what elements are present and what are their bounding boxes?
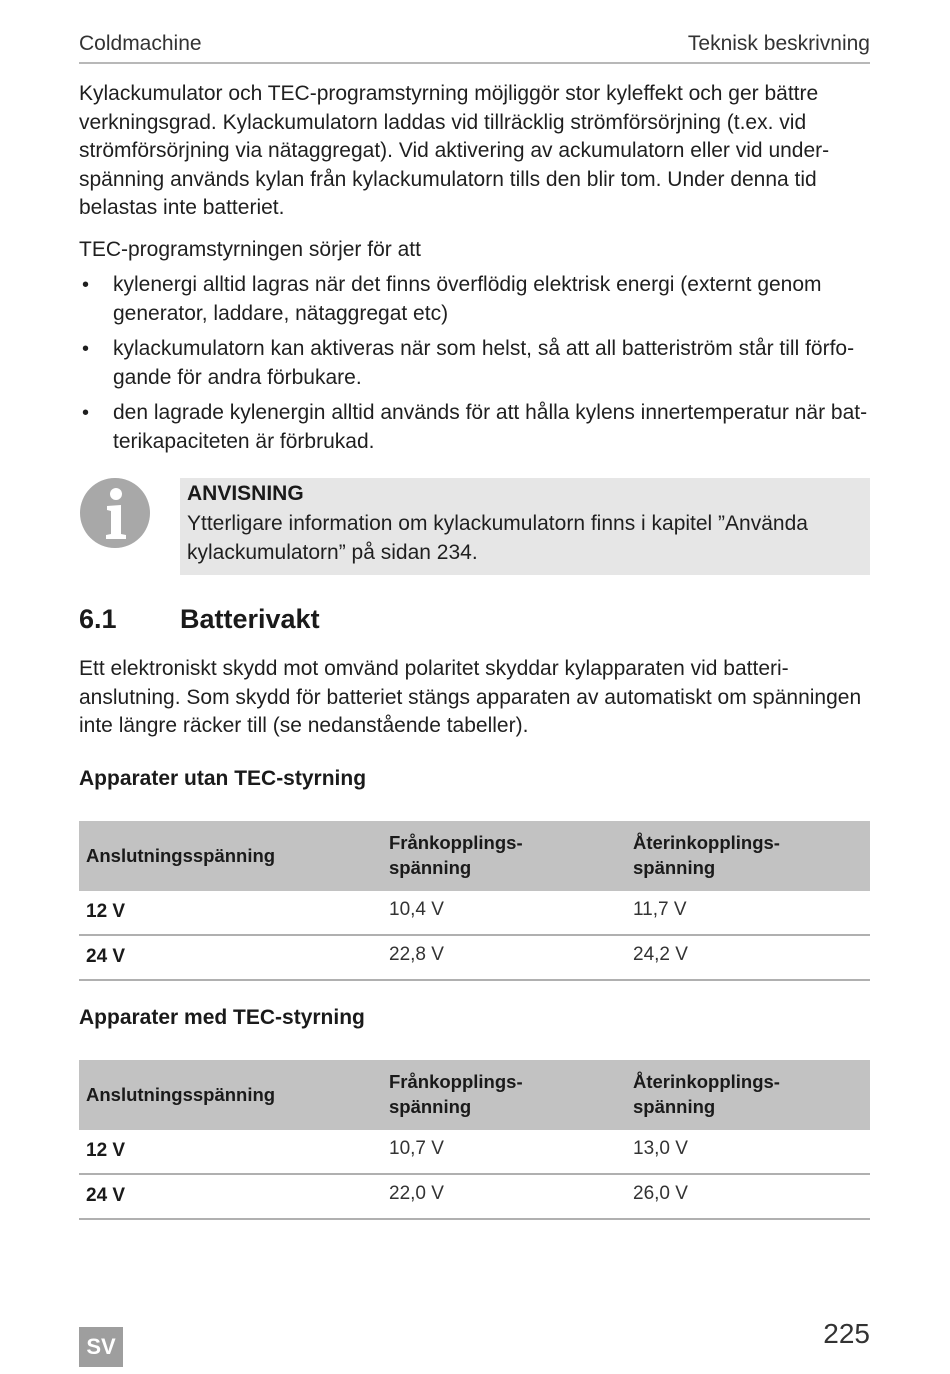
table-row bbox=[79, 936, 870, 981]
header-product-name: Coldmachine bbox=[79, 32, 202, 55]
bullet-dot: • bbox=[82, 274, 90, 296]
column-header-line: spänning bbox=[389, 857, 472, 878]
table-row bbox=[79, 891, 870, 936]
bullet-line: gande för andra förbukare. bbox=[113, 365, 362, 389]
column-header-line: Återinkopplings- bbox=[633, 1071, 780, 1092]
bullet-item bbox=[79, 335, 871, 392]
table-cell: 12 V bbox=[86, 901, 126, 922]
intro-line: strömförsörjning via nätaggregat). Vid aktivering av ackumulatorn eller vid under- bbox=[79, 139, 830, 162]
bullet-line: generator, laddare, nätaggregat etc) bbox=[113, 301, 449, 325]
intro-line: Kylackumulator och TEC-programstyrning möjliggör stor kyleffekt och ger bättre bbox=[79, 82, 819, 105]
column-header-line: Frånkopplings- bbox=[389, 832, 523, 853]
language-badge: SV bbox=[79, 1327, 123, 1367]
table-cell: 24 V bbox=[86, 946, 126, 967]
intro-line: verkningsgrad. Kylackumulatorn laddas vid tillräcklig strömförsörjning (t.ex. vid bbox=[79, 110, 807, 134]
bullet-line: kylenergi alltid lagras när det finns överflödig elektrisk energi (externt genom bbox=[113, 273, 822, 296]
section-paragraph bbox=[79, 655, 871, 741]
info-icon bbox=[80, 478, 150, 548]
table-row bbox=[79, 1130, 870, 1175]
section-line: Ett elektroniskt skydd mot omvänd polaritet skyddar kylapparaten vid batteri- bbox=[79, 657, 789, 680]
header-chapter-title: Teknisk beskrivning bbox=[687, 32, 870, 55]
intro-paragraph bbox=[79, 80, 871, 223]
bullet-dot: • bbox=[82, 338, 90, 360]
note-line: Ytterligare information om kylackumulatorn finns i kapitel ”Använda bbox=[187, 512, 808, 535]
section-title: Batterivakt bbox=[180, 604, 320, 634]
column-header: Anslutningsspänning bbox=[86, 845, 276, 866]
column-header bbox=[389, 1069, 523, 1119]
table-cell: 12 V bbox=[86, 1140, 126, 1161]
page-number: 225 bbox=[823, 1318, 870, 1349]
table-header-row bbox=[79, 1060, 870, 1130]
column-header bbox=[633, 1069, 780, 1119]
column-header-line: Återinkopplings- bbox=[633, 832, 780, 853]
section-number: 6.1 bbox=[79, 604, 117, 634]
bullet-line: terikapaciteten är förbrukad. bbox=[113, 429, 375, 453]
table-cell: 22,8 V bbox=[389, 944, 444, 965]
table-cell: 13,0 V bbox=[633, 1138, 688, 1159]
table-cell: 24 V bbox=[86, 1185, 126, 1206]
bullet-lead-text: TEC-programstyrningen sörjer för att bbox=[79, 238, 421, 261]
voltage-table bbox=[79, 821, 870, 981]
note-title: ANVISNING bbox=[187, 482, 304, 505]
info-icon-glyph bbox=[80, 478, 150, 548]
column-header-line: spänning bbox=[389, 1096, 472, 1117]
table-cell: 10,7 V bbox=[389, 1138, 444, 1159]
intro-line: belastas inte batteriet. bbox=[79, 196, 285, 219]
table-cell: 24,2 V bbox=[633, 944, 688, 965]
column-header-line: spänning bbox=[633, 857, 716, 878]
bullet-dot: • bbox=[82, 402, 90, 424]
bullet-item bbox=[79, 271, 871, 328]
table-heading: Apparater med TEC-styrning bbox=[79, 1006, 365, 1029]
bullet-line: kylackumulatorn kan aktiveras när som helst, så att all batteriström står till förfo- bbox=[113, 337, 855, 360]
bullet-list bbox=[79, 271, 871, 463]
note-line: kylackumulatorn” på sidan 234. bbox=[187, 540, 478, 564]
bullet-line: den lagrade kylenergin alltid används för att hålla kylens innertemperatur när bat- bbox=[113, 401, 868, 424]
column-header-line: Frånkopplings- bbox=[389, 1071, 523, 1092]
table-cell: 11,7 V bbox=[633, 899, 687, 920]
note-text bbox=[187, 510, 857, 567]
page-header bbox=[79, 30, 870, 64]
column-header bbox=[389, 830, 523, 880]
column-header bbox=[633, 830, 780, 880]
table-heading: Apparater utan TEC-styrning bbox=[79, 767, 367, 790]
intro-line: spänning används kylan från kylackumulatorn tills den blir tom. Under denna tid bbox=[79, 167, 817, 191]
section-line: anslutning. Som skydd för batteriet stängs apparaten av automatiskt om spänningen bbox=[79, 685, 862, 709]
note-box bbox=[180, 478, 870, 575]
table-cell: 26,0 V bbox=[633, 1183, 688, 1204]
table-header-row bbox=[79, 821, 870, 891]
bullet-item bbox=[79, 399, 871, 456]
column-header: Anslutningsspänning bbox=[86, 1084, 276, 1105]
voltage-table bbox=[79, 1060, 870, 1220]
table-cell: 22,0 V bbox=[389, 1183, 444, 1204]
column-header-line: spänning bbox=[633, 1096, 716, 1117]
table-cell: 10,4 V bbox=[389, 899, 444, 920]
section-line: inte längre räcker till (se nedanstående tabeller). bbox=[79, 714, 529, 737]
table-row bbox=[79, 1175, 870, 1220]
